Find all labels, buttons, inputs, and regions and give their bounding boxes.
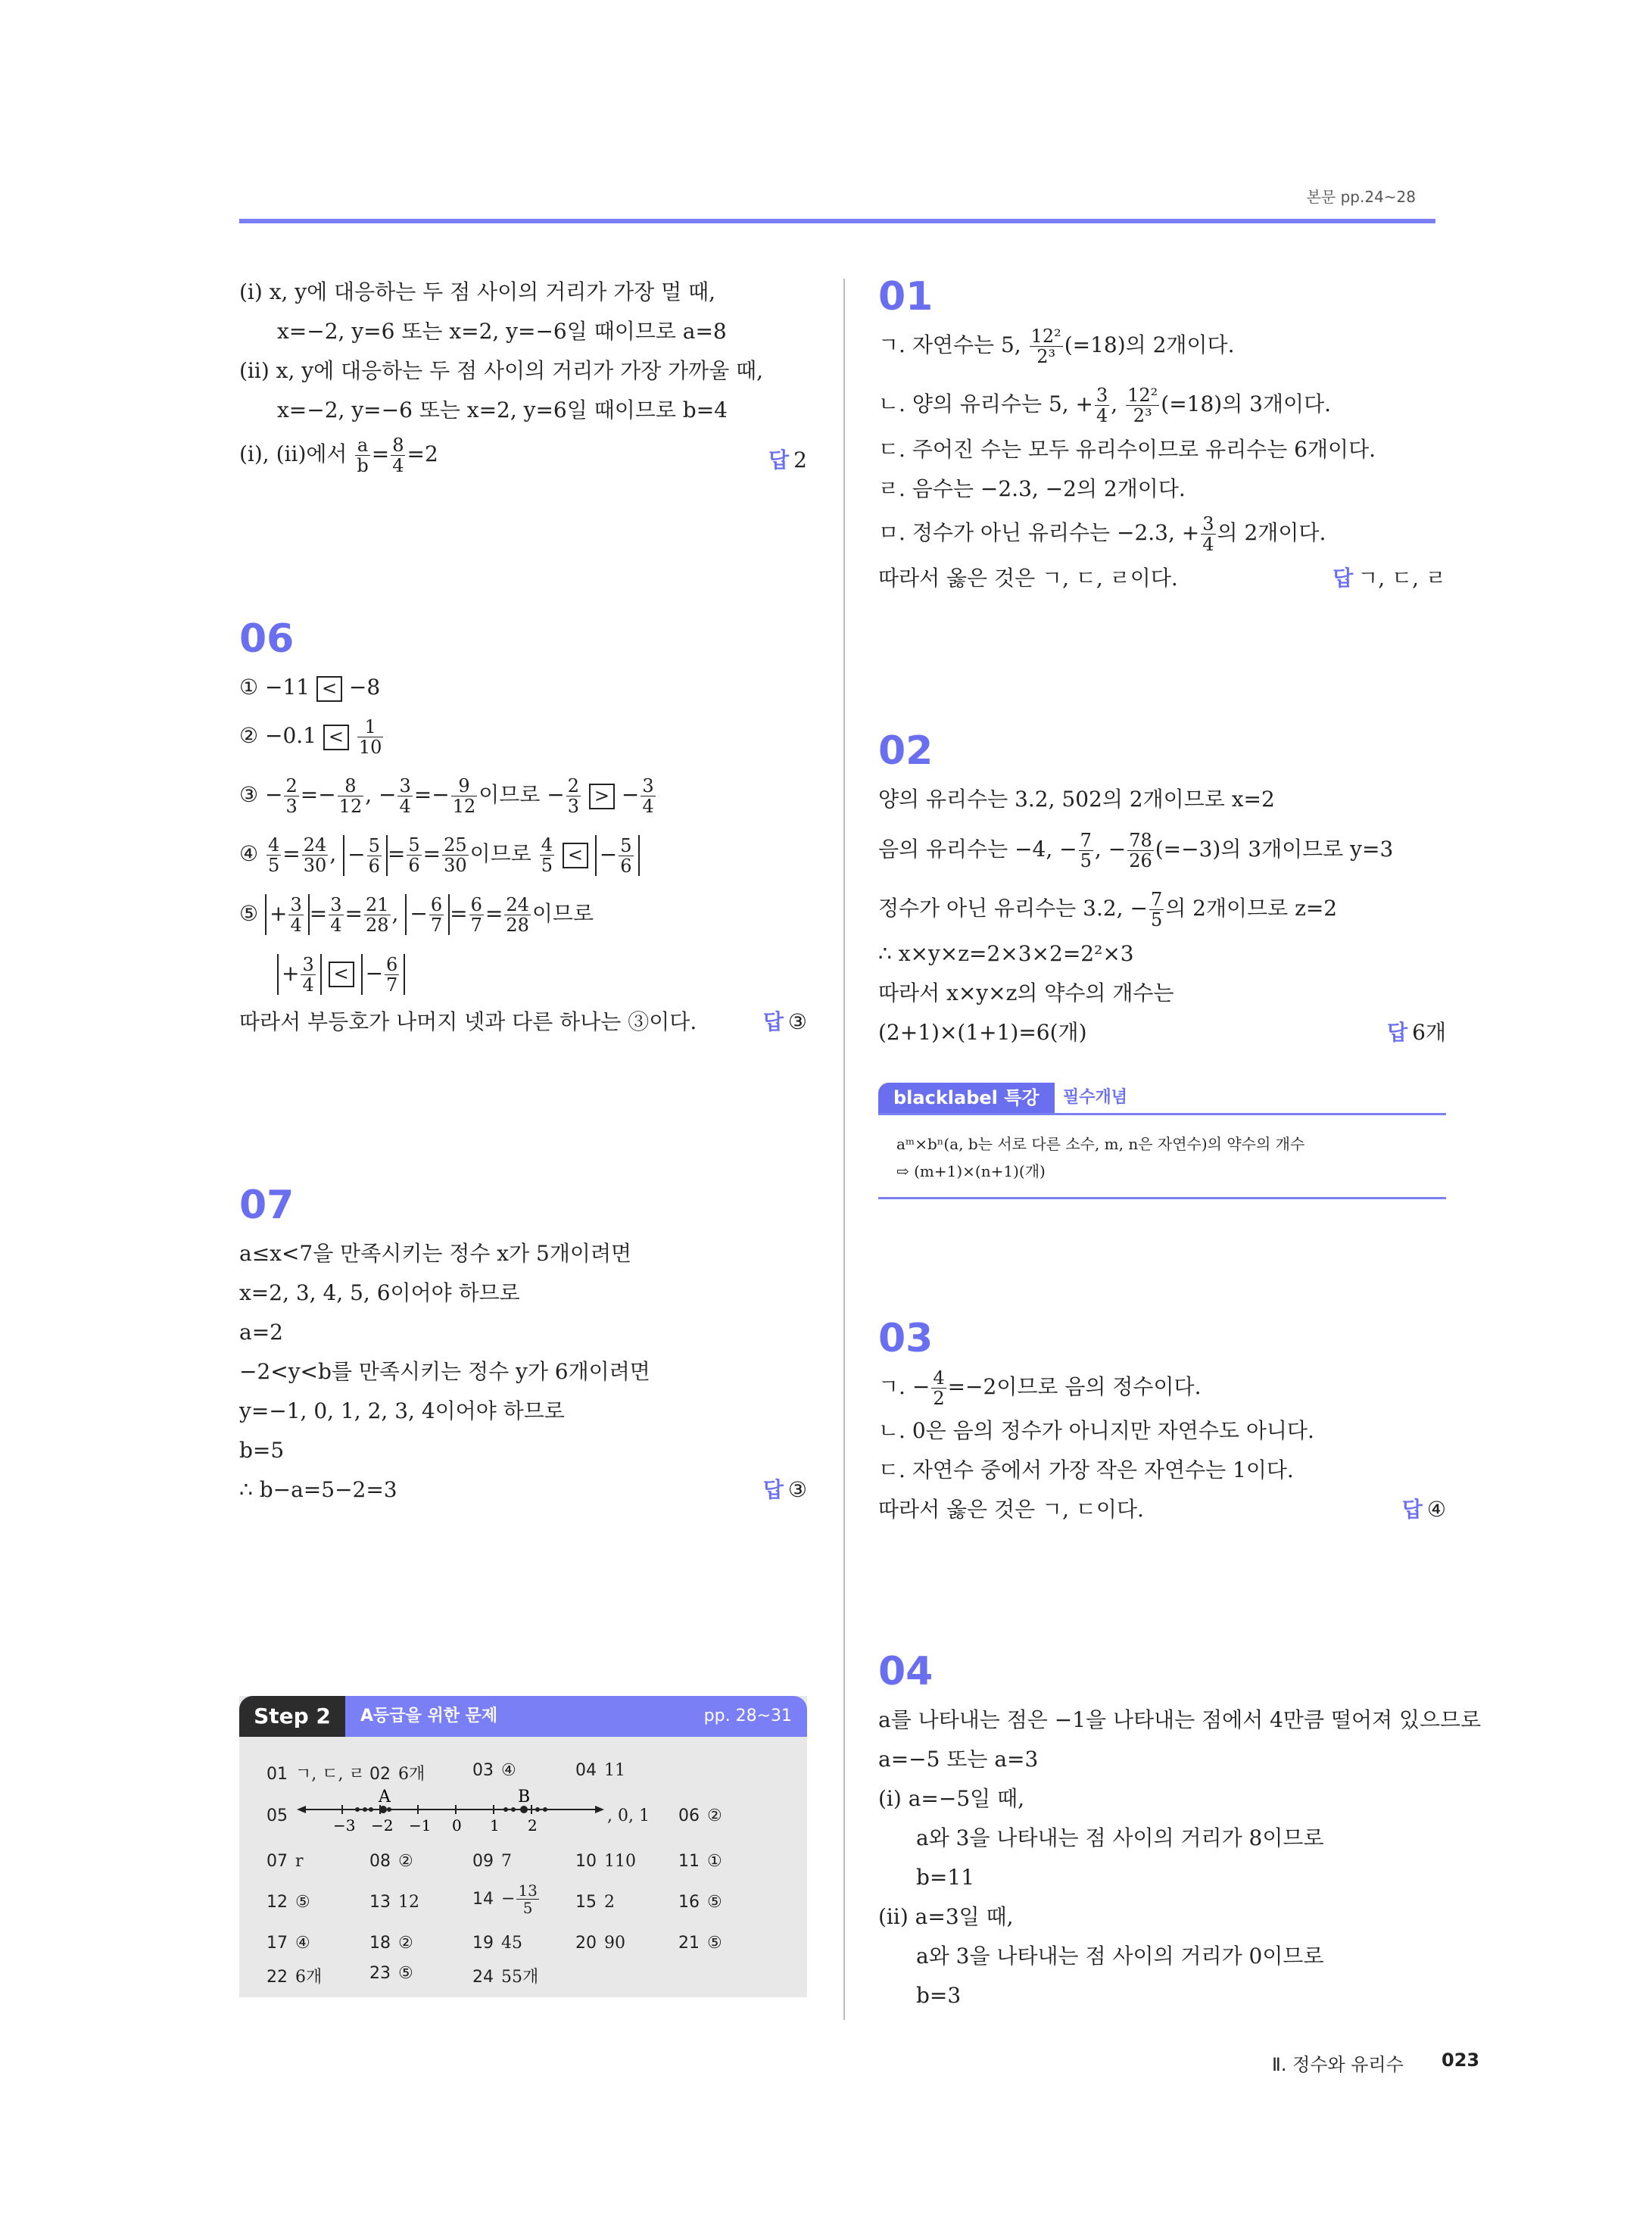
answer: 답 ㄱ, ㄷ, ㄹ — [1333, 566, 1446, 591]
step2-tag: Step 2 — [239, 1696, 345, 1737]
question-07 — [239, 1181, 807, 1510]
text-line: ㅁ. 정수가 아닌 유리수는 −2.3, + $\frac{3}{4}$ 의 2개이다. — [878, 513, 1326, 555]
point-a-label: A — [379, 1788, 391, 1806]
answer-cell: , 0, 1 — [607, 1806, 650, 1825]
item-4: ④ $\frac{4}{5}$ = $\frac{24}{30}$ , − $\frac{5}{6}$ = $\frac{5}{6}$ = $\frac{25}{30}$ 이므로 $\frac{4}{5}$ < − $\frac{5}{6}$ — [239, 834, 807, 876]
text-line: ㄴ. 양의 유리수는 5, + $\frac{3}{4}$ , $\frac{\text{12²}}{\text{2³}}$ (=18)의 3개이다. — [878, 385, 1332, 426]
question-03 — [878, 1314, 1446, 1529]
tick-label: 0 — [452, 1816, 462, 1834]
question-01 — [878, 273, 1446, 598]
tick-label: 1 — [490, 1816, 500, 1834]
tick-label: −2 — [371, 1816, 394, 1834]
step2-pages: pp. 28~31 — [703, 1707, 792, 1725]
text-line: (ⅱ) x, y에 대응하는 두 점 사이의 거리가 가장 가까울 때, — [239, 358, 764, 383]
answer-cell: 16 ⑤ — [678, 1893, 722, 1912]
answer-cell: 23 ⑤ — [369, 1964, 413, 1983]
inequality-box: < — [329, 962, 354, 987]
text-line: a=2 — [239, 1320, 283, 1345]
text-line: 음의 유리수는 −4, − $\frac{7}{5}$ , − $\frac{78}{26}$ (=−3)의 3개이므로 y=3 — [878, 830, 1394, 871]
text-line: b=5 — [239, 1438, 285, 1463]
text-line: ㄷ. 주어진 수는 모두 유리수이므로 유리수는 6개이다. — [878, 437, 1376, 462]
inequality-box: > — [589, 784, 615, 809]
text-line: b=3 — [916, 1983, 962, 2008]
fraction: $\frac{8}{4}$ — [392, 435, 404, 476]
point-b-label: B — [518, 1788, 531, 1806]
question-number: 07 — [239, 1183, 295, 1228]
question-number: 04 — [878, 1649, 934, 1694]
answer-cell: 02 6개 — [369, 1765, 425, 1784]
chapter-title: Ⅱ. 정수와 유리수 — [1272, 2054, 1404, 2075]
answer-cell: 07 r — [267, 1852, 304, 1871]
text: (ⅰ), (ⅱ)에서 — [239, 441, 354, 466]
header-rule — [239, 219, 1435, 223]
question-number: 03 — [878, 1316, 934, 1361]
text-line: ㄴ. 0은 음의 정수가 아니지만 자연수도 아니다. — [878, 1418, 1314, 1443]
step2-answer-box — [239, 1696, 807, 1997]
item-3: ③ − $\frac{2}{3}$ =− $\frac{8}{12}$ , − $\frac{3}{4}$ =− $\frac{9}{12}$ 이므로 − $\frac{2}{3}$ > − $\frac{3}{4}$ — [239, 775, 654, 817]
text-line: (2+1)×(1+1)=6(개) 답 6개 — [878, 1013, 1446, 1052]
item-2: ② −0.1 < $\frac{1}{10}$ — [239, 716, 382, 758]
blacklabel-subtitle: 필수개념 — [1063, 1088, 1128, 1107]
continuation-solution — [239, 273, 807, 475]
answer: 답 ③ — [762, 1477, 807, 1502]
item-5-result: + $\frac{3}{4}$ < − $\frac{6}{7}$ — [239, 953, 807, 995]
answer-cell: 11 ① — [678, 1852, 722, 1871]
text-line: x=2, 3, 4, 5, 6이어야 하므로 — [239, 1280, 520, 1305]
text-line — [239, 435, 807, 475]
text-line: 양의 유리수는 3.2, 502의 2개이므로 x=2 — [878, 787, 1275, 812]
inequality-box: < — [323, 725, 349, 750]
text: = — [371, 441, 390, 466]
answer-cell: 04 11 — [575, 1761, 625, 1780]
answer-cell: 09 7 — [472, 1852, 512, 1871]
answer-cell: 01 ㄱ, ㄷ, ㄹ — [267, 1765, 365, 1784]
text-line: 따라서 옳은 것은 ㄱ, ㄷ이다. 답 ④ — [878, 1490, 1446, 1529]
text-line: 정수가 아닌 유리수는 3.2, − $\frac{7}{5}$ 의 2개이므로 z=2 — [878, 889, 1338, 930]
answer-cell: 21 ⑤ — [678, 1934, 722, 1953]
text-line: ∴ x×y×z=2×3×2=2²×3 — [878, 941, 1134, 966]
answer-cell: 12 ⑤ — [267, 1893, 310, 1912]
answer: 답 2 — [768, 447, 807, 472]
answer-cell: 19 45 — [472, 1934, 522, 1953]
blacklabel-header — [878, 1083, 1446, 1115]
item-5: ⑤ + $\frac{3}{4}$ = $\frac{3}{4}$ = $\frac{21}{28}$ , − $\frac{6}{7}$ = $\frac{6}{7}$ = $\frac{24}{28}$ 이므로 — [239, 893, 594, 936]
text-line: x=−2, y=6 또는 x=2, y=−6일 때이므로 a=8 — [277, 319, 727, 344]
answer-cell: 17 ④ — [267, 1934, 310, 1953]
text-line: y=−1, 0, 1, 2, 3, 4이어야 하므로 — [239, 1398, 565, 1423]
answer-cell: 20 90 — [575, 1934, 625, 1953]
blacklabel-body — [878, 1115, 1446, 1199]
tick-label: 2 — [528, 1816, 538, 1834]
text-line: (ⅱ) a=3일 때, — [878, 1904, 1014, 1929]
text-line: ⇨ (m+1)×(n+1)(개) — [896, 1162, 1046, 1180]
page-number: 023 — [1442, 2050, 1480, 2071]
text-line: ㄱ. − $\frac{4}{2}$ =−2이므로 음의 정수이다. — [878, 1367, 1202, 1409]
answer-cell: 14 − $\frac{13}{5}$ — [472, 1881, 538, 1917]
text-line: a와 3을 나타내는 점 사이의 거리가 0이므로 — [916, 1944, 1324, 1968]
page-reference: 본문 pp.24~28 — [1306, 188, 1416, 206]
text-line: (ⅰ) a=−5일 때, — [878, 1786, 1025, 1811]
question-02 — [878, 727, 1446, 1199]
question-number: 06 — [239, 616, 295, 662]
answer: 답 ③ — [762, 1008, 807, 1034]
text-line: a≤x<7을 만족시키는 정수 x가 5개이려면 — [239, 1241, 632, 1266]
fraction: $\frac{a}{b}$ — [357, 435, 369, 476]
answer-cell: 18 ② — [369, 1934, 413, 1953]
text-line: ∴ b−a=5−2=3 답 ③ — [239, 1470, 807, 1510]
answer: 답 6개 — [1387, 1020, 1446, 1045]
number-line — [297, 1785, 615, 1838]
text-line: aᵐ×bⁿ(a, b는 서로 다른 소수, m, n은 자연수)의 약수의 개수 — [896, 1135, 1305, 1153]
question-number: 01 — [878, 274, 934, 320]
answer-cell: 03 ④ — [472, 1761, 516, 1780]
text-line: 따라서 x×y×z의 약수의 개수는 — [878, 980, 1174, 1005]
item-1: ① −11 < −8 — [239, 668, 807, 707]
step2-title: A등급을 위한 문제 — [360, 1707, 498, 1725]
conclusion: 따라서 부등호가 나머지 넷과 다른 하나는 ③이다. 답 ③ — [239, 1002, 807, 1042]
answer-cell: 24 55개 — [472, 1968, 539, 1987]
text-line: (ⅰ) x, y에 대응하는 두 점 사이의 거리가 가장 멀 때, — [239, 279, 716, 304]
question-number: 02 — [878, 728, 934, 774]
text-line: 따라서 옳은 것은 ㄱ, ㄷ, ㄹ이다. 답 ㄱ, ㄷ, ㄹ — [878, 559, 1446, 598]
answer-cell: 05 — [267, 1806, 288, 1825]
question-04 — [878, 1647, 1482, 2015]
answer-cell: 10 110 — [575, 1852, 636, 1871]
text-line: ㄷ. 자연수 중에서 가장 작은 자연수는 1이다. — [878, 1457, 1294, 1482]
text-line: ㄹ. 음수는 −2.3, −2의 2개이다. — [878, 476, 1186, 501]
answer-cell: 22 6개 — [267, 1968, 323, 1987]
text-line: a를 나타내는 점은 −1을 나타내는 점에서 4만큼 떨어져 있으므로 — [878, 1707, 1482, 1732]
inequality-box: < — [563, 843, 588, 868]
answer-cell: 13 12 — [369, 1893, 419, 1912]
text-line: a=−5 또는 a=3 — [878, 1747, 1039, 1772]
tick-label: −1 — [409, 1816, 432, 1834]
text: =2 — [407, 441, 438, 466]
inequality-box: < — [316, 676, 342, 702]
answer-cell: 15 2 — [575, 1893, 615, 1912]
tick-label: −3 — [333, 1816, 356, 1834]
blacklabel-tag: blacklabel 특강 — [878, 1083, 1055, 1113]
answer-cell: 08 ② — [369, 1852, 413, 1871]
text-line: a와 3을 나타내는 점 사이의 거리가 8이므로 — [916, 1825, 1324, 1850]
text-line: −2<y<b를 만족시키는 정수 y가 6개이려면 — [239, 1359, 650, 1384]
text-line: b=11 — [916, 1865, 975, 1890]
question-06 — [239, 615, 807, 1042]
answer: 답 ④ — [1401, 1497, 1446, 1522]
answer-cell: 06 ② — [678, 1806, 722, 1825]
text-line: ㄱ. 자연수는 5, $\frac{\text{12²}}{\text{2³}}$ (=18)의 2개이다. — [878, 326, 1235, 367]
column-divider — [843, 279, 845, 2020]
text-line: x=−2, y=−6 또는 x=2, y=6일 때이므로 b=4 — [277, 397, 728, 422]
